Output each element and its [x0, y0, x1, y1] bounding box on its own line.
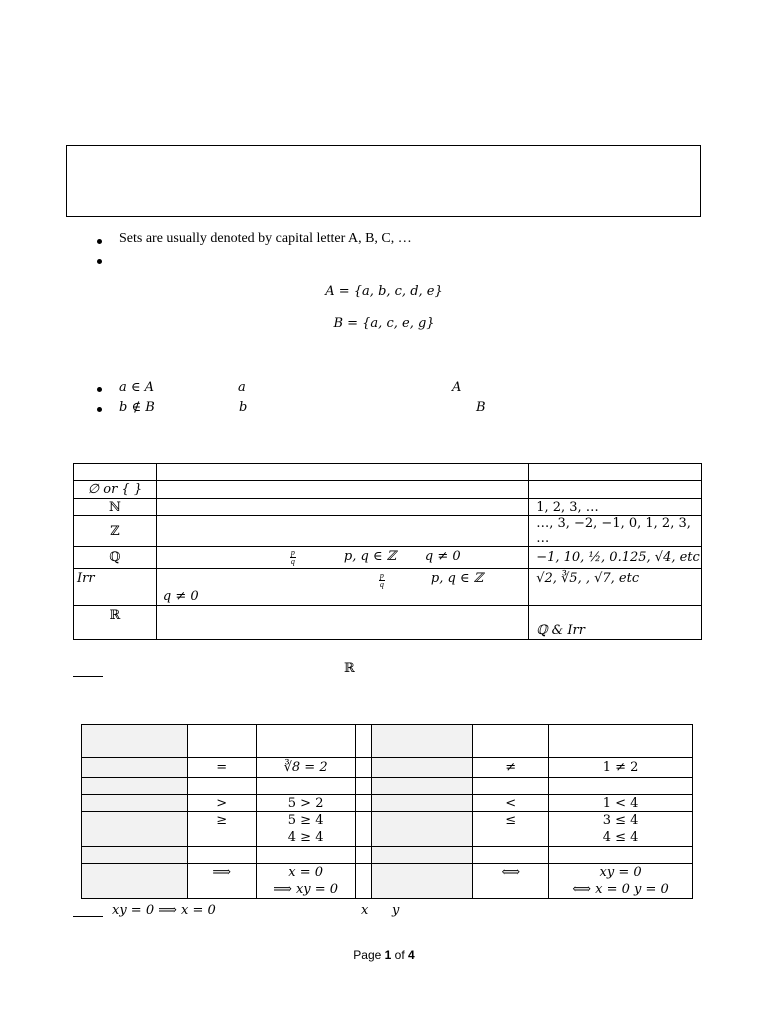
examples-cell: ℚ & Irr [529, 606, 702, 640]
bullet-dot [97, 387, 102, 392]
condition-text: q ≠ 0 [162, 589, 199, 604]
implication-example: xy = 0 ⟹ x = 0 [112, 903, 216, 918]
table-cell [156, 464, 528, 481]
table-row [82, 795, 693, 812]
footer-middle: of [391, 948, 409, 962]
table-cell [473, 725, 549, 758]
current-page: 1 [384, 948, 392, 962]
relation-example: ∛8 = 2 [256, 758, 355, 778]
table-cell [256, 847, 355, 864]
bullet-dot [97, 407, 102, 412]
membership-set: A [452, 380, 462, 395]
table-row [82, 847, 693, 864]
membership-element: a [238, 380, 246, 395]
table-cell [549, 778, 693, 795]
symbol-cell: ℤ [74, 516, 157, 547]
table-cell [473, 847, 549, 864]
table-cell [529, 464, 702, 481]
page-footer [0, 948, 768, 962]
table-cell [82, 725, 188, 758]
table-cell [82, 812, 188, 847]
fraction-p-over-q: $\frac{p}{q}$ [379, 571, 384, 589]
variable-x: x [361, 903, 369, 918]
table-cell [82, 847, 188, 864]
table-row [82, 812, 693, 847]
bullet-dot [97, 259, 102, 264]
table-cell [187, 778, 256, 795]
table-cell [371, 778, 473, 795]
examples-cell: 1, 2, 3, … [529, 499, 702, 516]
fraction-p-over-q: $\frac{p}{q}$ [290, 548, 295, 566]
condition-text: p, q ∈ ℤ [343, 549, 397, 564]
table-cell [256, 778, 355, 795]
number-sets-table [73, 463, 702, 640]
table-row [74, 516, 702, 547]
relation-example: xy = 0 ⟺ x = 0 y = 0 [549, 864, 693, 899]
table-cell [256, 725, 355, 758]
relation-symbol: ⟺ [473, 864, 549, 899]
table-cell [82, 864, 188, 899]
footer-prefix: Page [353, 948, 385, 962]
relation-symbol: ⟹ [187, 864, 256, 899]
examples-cell [529, 481, 702, 499]
relation-symbol: = [187, 758, 256, 778]
bullet-dot [97, 239, 102, 244]
table-row [74, 547, 702, 569]
symbol-cell: ℝ [74, 606, 157, 640]
table-gap [355, 725, 371, 758]
table-row [82, 778, 693, 795]
relation-example: 1 ≠ 2 [549, 758, 693, 778]
table-cell [156, 606, 528, 640]
table-gap [355, 812, 371, 847]
table-cell [473, 778, 549, 795]
table-cell [371, 725, 473, 758]
bullet-text: Sets are usually denoted by capital letter A, B, C, … [119, 231, 412, 246]
title-box [66, 145, 701, 217]
variable-y: y [392, 903, 400, 918]
table-cell [187, 725, 256, 758]
relation-example: x = 0 ⟹ xy = 0 [256, 864, 355, 899]
table-gap [355, 778, 371, 795]
relation-example: 5 ≥ 4 4 ≥ 4 [256, 812, 355, 847]
table-cell [371, 758, 473, 778]
table-cell [371, 847, 473, 864]
condition-text: q ≠ 0 [424, 549, 461, 564]
symbol-cell: Irr [74, 569, 157, 606]
table-cell [156, 499, 528, 516]
table-cell [82, 795, 188, 812]
underline-blank [73, 676, 103, 677]
table-cell [549, 847, 693, 864]
description-cell [156, 547, 528, 569]
relation-symbol: < [473, 795, 549, 812]
table-row [74, 481, 702, 499]
table-cell [371, 864, 473, 899]
table-cell [549, 725, 693, 758]
table-cell [156, 516, 528, 547]
table-row [74, 606, 702, 640]
reals-symbol: ℝ [344, 661, 355, 676]
examples-cell: −1, 10, ½, 0.125, √4, etc [529, 547, 702, 569]
table-row [82, 864, 693, 899]
relation-symbol: > [187, 795, 256, 812]
description-cell [156, 569, 528, 606]
relation-symbol: ≠ [473, 758, 549, 778]
table-row [74, 569, 702, 606]
table-gap [355, 795, 371, 812]
underline-blank [73, 916, 103, 917]
table-cell [82, 778, 188, 795]
table-cell [156, 481, 528, 499]
symbol-cell: ℕ [74, 499, 157, 516]
membership-expr: b ∉ B [119, 400, 155, 415]
table-row [82, 758, 693, 778]
table-row [74, 499, 702, 516]
total-pages: 4 [408, 948, 415, 962]
set-a-definition: A = {a, b, c, d, e} [325, 284, 443, 299]
table-gap [355, 758, 371, 778]
membership-expr: a ∈ A [119, 380, 155, 395]
membership-set: B [476, 400, 486, 415]
set-b-definition: B = {a, c, e, g} [333, 316, 435, 331]
table-row [74, 464, 702, 481]
symbol-cell: ℚ [74, 547, 157, 569]
table-gap [355, 864, 371, 899]
relation-example: 5 > 2 [256, 795, 355, 812]
table-cell [371, 812, 473, 847]
relations-table [81, 724, 693, 899]
table-cell [371, 795, 473, 812]
relation-example: 3 ≤ 4 4 ≤ 4 [549, 812, 693, 847]
examples-cell: …, 3, −2, −1, 0, 1, 2, 3, … [529, 516, 702, 547]
table-cell [74, 464, 157, 481]
condition-text: p, q ∈ ℤ [430, 571, 484, 586]
relation-symbol: ≥ [187, 812, 256, 847]
table-cell [82, 758, 188, 778]
symbol-cell: ∅ or { } [74, 481, 157, 499]
membership-element: b [239, 400, 248, 415]
examples-cell: √2, ∛5, , √7, etc [529, 569, 702, 606]
table-row [82, 725, 693, 758]
table-gap [355, 847, 371, 864]
relation-symbol: ≤ [473, 812, 549, 847]
relation-example: 1 < 4 [549, 795, 693, 812]
table-cell [187, 847, 256, 864]
